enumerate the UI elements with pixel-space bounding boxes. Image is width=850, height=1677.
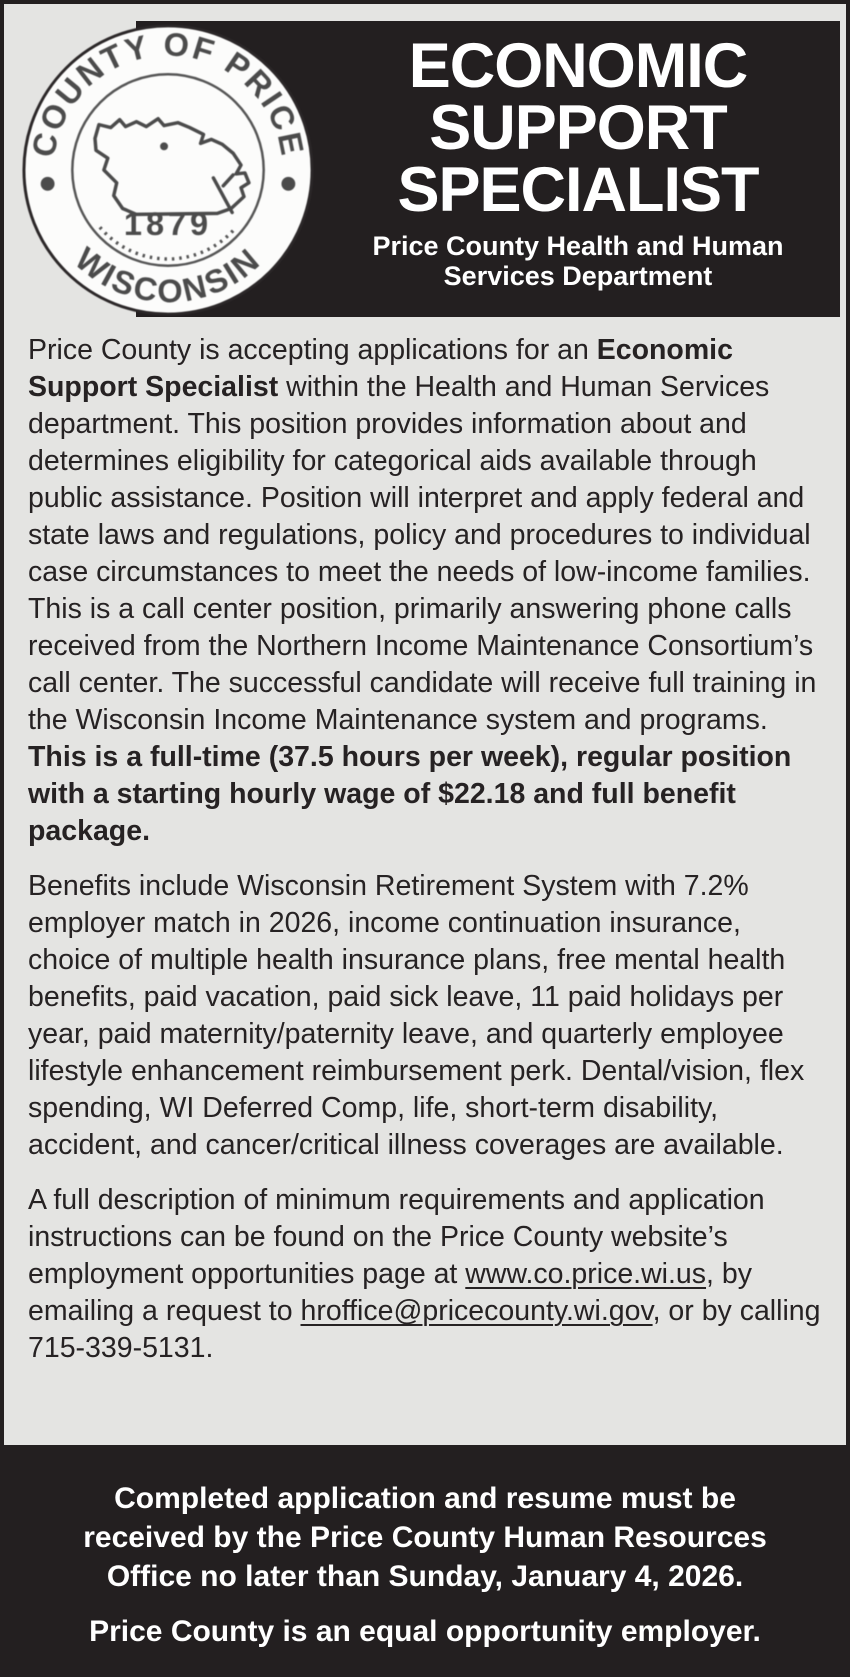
- seal-year-text: 1879: [123, 206, 213, 243]
- body-paragraph: [28, 1182, 822, 1367]
- header: [4, 4, 846, 317]
- county-seal-graphic: [20, 22, 316, 318]
- body-paragraph: [28, 868, 822, 1164]
- bold-text: Economic Support Specialist: [28, 334, 733, 403]
- department-subtitle: Price County Health and Human Services Department: [372, 231, 784, 291]
- body-paragraph: [28, 332, 822, 850]
- body-text: , by emailing a request to: [28, 1258, 752, 1327]
- body-text: within the Health and Human Services department. This position provides information about and determines eligibility for categorical aids available through public assistance. Position will interpret and apply federal and state laws and regulations, policy and procedures to individual case circumstances to meet the needs of low-income families. This is a call center position, primarily answering phone calls received from the Northern Income Maintenance Consortium’s call center. The successful candidate will receive full training in the Wisconsin Income Maintenance system and programs.: [28, 371, 817, 736]
- body-text: Benefits include Wisconsin Retirement System with 7.2% employer match in 2026, income continuation insurance, choice of multiple health insurance plans, free mental health benefits, paid vacation, paid sick leave, 11 paid holidays per year, paid maternity/paternity leave, and quarterly employee lifestyle enhancement reimbursement perk. Dental/vision, flex spending, WI Deferred Comp, life, short-term disability, accident, and cancer/critical illness coverages are available.: [28, 870, 805, 1161]
- body-text: A full description of minimum requirements and application instructions can be found on the Price County website’s employment opportunities page at: [28, 1184, 765, 1290]
- email-link[interactable]: hroffice@pricecounty.wi.gov: [300, 1295, 653, 1327]
- body-text: , or by calling 715-339-5131.: [28, 1295, 821, 1364]
- deadline-text: Completed application and resume must be received by the Price County Human Resources Office no later than Sunday, January 4, 2026.: [83, 1482, 767, 1593]
- footer: [0, 1445, 850, 1677]
- seal-bottom-text: WISCONSIN: [68, 240, 268, 310]
- seal-left-dot: [41, 177, 55, 191]
- equal-opportunity-text: Price County is an equal opportunity employer.: [89, 1615, 761, 1648]
- bold-text: This is a full-time (37.5 hours per week), regular position with a starting hourly wage of $22.18 and full benefit package.: [28, 741, 792, 847]
- website-link[interactable]: www.co.price.wi.us: [465, 1258, 707, 1290]
- body-text: Price County is accepting applications for an: [28, 334, 597, 366]
- price-county-marker-icon: [160, 142, 168, 150]
- title-line-2: SUPPORT: [429, 93, 727, 163]
- title-line-3: SPECIALIST: [397, 155, 759, 225]
- title-line-1: ECONOMIC: [408, 31, 748, 101]
- seal-right-dot: [281, 177, 295, 191]
- header-banner-content: [316, 21, 840, 291]
- county-seal: [20, 22, 316, 318]
- seal-top-text: COUNTY OF PRICE: [25, 25, 311, 161]
- ad-body: [4, 317, 846, 1445]
- page-title: [316, 31, 840, 225]
